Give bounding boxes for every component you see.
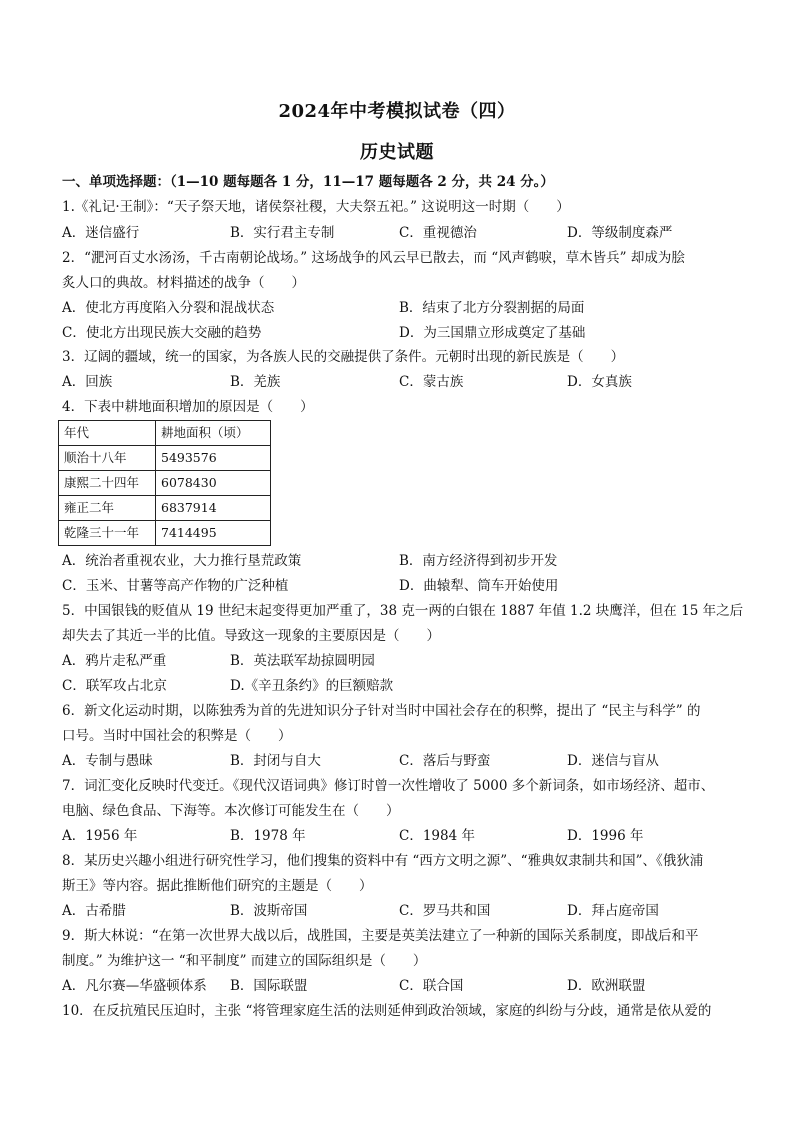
table-cell: 7414495 [156,521,271,546]
option-a: A．鸦片走私严重 [62,653,167,669]
question-6-stem-line2: 口号。当时中国社会的积弊是（ ） [62,728,292,744]
table-cell: 6078430 [156,471,271,496]
question-8-stem-line1: 8．某历史兴趣小组进行研究性学习，他们搜集的资料中有 “西方文明之源”、“雅典奴隶制共和国”、《俄狄浦 [62,853,704,869]
exam-title: 2024年中考模拟试卷（四） [278,101,516,122]
option-c: C．落后与野蛮 [399,753,491,769]
option-d: D．等级制度森严 [567,225,673,241]
table-row [59,471,271,496]
option-b: B．羌族 [230,374,281,390]
question-9-stem-line1: 9．斯大林说：“在第一次世界大战以后，战胜国，主要是英美法建立了一种新的国际关系制度，即战后和平 [62,928,699,944]
option-a: A．1956 年 [62,828,138,844]
option-a: A．凡尔赛—华盛顿体系 [62,978,207,994]
option-b: B．国际联盟 [230,978,308,994]
option-c: C．玉米、甘薯等高产作物的广泛种植 [62,578,289,594]
option-d: D．1996 年 [567,828,644,844]
question-6-stem-line1: 6．新文化运动时期，以陈独秀为首的先进知识分子针对当时中国社会存在的积弊，提出了 “民主与科学” 的 [62,703,701,719]
table-header-cell: 耕地面积（顷） [156,421,271,446]
option-c: C．联合国 [399,978,464,994]
option-d: D.《辛丑条约》的巨额赔款 [230,678,394,694]
option-d: D．女真族 [567,374,632,390]
table-cell: 顺治十八年 [59,446,156,471]
question-4-stem: 4．下表中耕地面积增加的原因是（ ） [62,399,314,415]
option-a: A．专制与愚昧 [62,753,153,769]
option-b: B．结束了北方分裂割据的局面 [399,300,585,316]
table-cell: 康熙二十四年 [59,471,156,496]
question-3-stem: 3．辽阔的疆域，统一的国家，为各族人民的交融提供了条件。元朝时出现的新民族是（ ） [62,349,625,365]
option-b: B．南方经济得到初步开发 [399,553,558,569]
question-3-options [62,373,742,391]
question-4-options-row2 [62,577,742,595]
question-5-options-row1 [62,652,742,670]
question-7-options [62,827,742,845]
option-d: D．拜占庭帝国 [567,903,659,919]
question-7-stem-line2: 电脑、绿色食品、下海等。本次修订可能发生在（ ） [62,803,400,819]
option-c: C．联军攻占北京 [62,678,167,694]
option-c: C．重视德治 [399,225,477,241]
table-row [59,446,271,471]
question-6-options [62,752,742,770]
option-d: D．为三国鼎立形成奠定了基础 [399,325,586,341]
option-a: A．回族 [62,374,113,390]
question-5-stem-line2: 却失去了其近一半的比值。导致这一现象的主要原因是（ ） [62,628,440,644]
farmland-table [58,420,271,546]
option-b: B．英法联军劫掠圆明园 [230,653,375,669]
table-cell: 雍正二年 [59,496,156,521]
option-c: C．使北方出现民族大交融的趋势 [62,325,262,341]
option-a: A．迷信盛行 [62,225,140,241]
option-b: B．1978 年 [230,828,306,844]
question-5-options-row2 [62,677,742,695]
option-b: B．封闭与自大 [230,753,321,769]
option-c: C．蒙古族 [399,374,464,390]
option-a: A．使北方再度陷入分裂和混战状态 [62,300,275,316]
question-2-stem-line1: 2．“淝河百丈水汤汤，千古南朝论战场。” 这场战争的风云早已散去，而 “风声鹤唳，草木皆兵” 却成为脍 [62,250,685,266]
table-row [59,521,271,546]
option-a: A．古希腊 [62,903,126,919]
option-d: D．迷信与盲从 [567,753,659,769]
table-cell: 乾隆三十一年 [59,521,156,546]
question-9-stem-line2: 制度。” 为维护这一 “和平制度” 而建立的国际组织是（ ） [62,953,427,969]
question-9-options [62,977,742,995]
question-7-stem-line1: 7．词汇变化反映时代变迁。《现代汉语词典》修订时曾一次性增收了 5000 多个新词条，如市场经济、超市、 [62,778,715,794]
question-4-options-row1 [62,552,742,570]
question-8-options [62,902,742,920]
question-1-options [62,224,742,242]
option-c: C．1984 年 [399,828,475,844]
option-b: B．实行君主专制 [230,225,335,241]
question-5-stem-line1: 5．中国银钱的贬值从 19 世纪末起变得更加严重了，38 克一两的白银在 1887 年值 1.2 块鹰洋，但在 15 年之后 [62,603,744,619]
question-2-options-row1 [62,299,742,317]
option-d: D．曲辕犁、筒车开始使用 [399,578,559,594]
section-heading: 一、单项选择题：（1—10 题每题各 1 分，11—17 题每题各 2 分，共 24 分。） [62,174,554,190]
option-c: C．罗马共和国 [399,903,491,919]
exam-subtitle: 历史试题 [360,142,434,163]
question-8-stem-line2: 斯王》等内容。据此推断他们研究的主题是（ ） [62,878,373,894]
option-a: A．统治者重视农业，大力推行垦荒政策 [62,553,302,569]
table-header-cell: 年代 [59,421,156,446]
option-d: D．欧洲联盟 [567,978,646,994]
question-2-options-row2 [62,324,742,342]
table-cell: 5493576 [156,446,271,471]
question-2-stem-line2: 炙人口的典故。材料描述的战争（ ） [62,275,305,291]
option-b: B．波斯帝国 [230,903,308,919]
table-row [59,496,271,521]
question-10-stem: 10．在反抗殖民压迫时，主张 “将管理家庭生活的法则延伸到政治领域，家庭的纠纷与分歧，通常是依从爱的 [62,1003,712,1019]
table-cell: 6837914 [156,496,271,521]
question-1-stem: 1.《礼记·王制》：“天子祭天地，诸侯祭社稷，大夫祭五祀。” 这说明这一时期（ ） [62,199,570,215]
table-header-row [59,421,271,446]
